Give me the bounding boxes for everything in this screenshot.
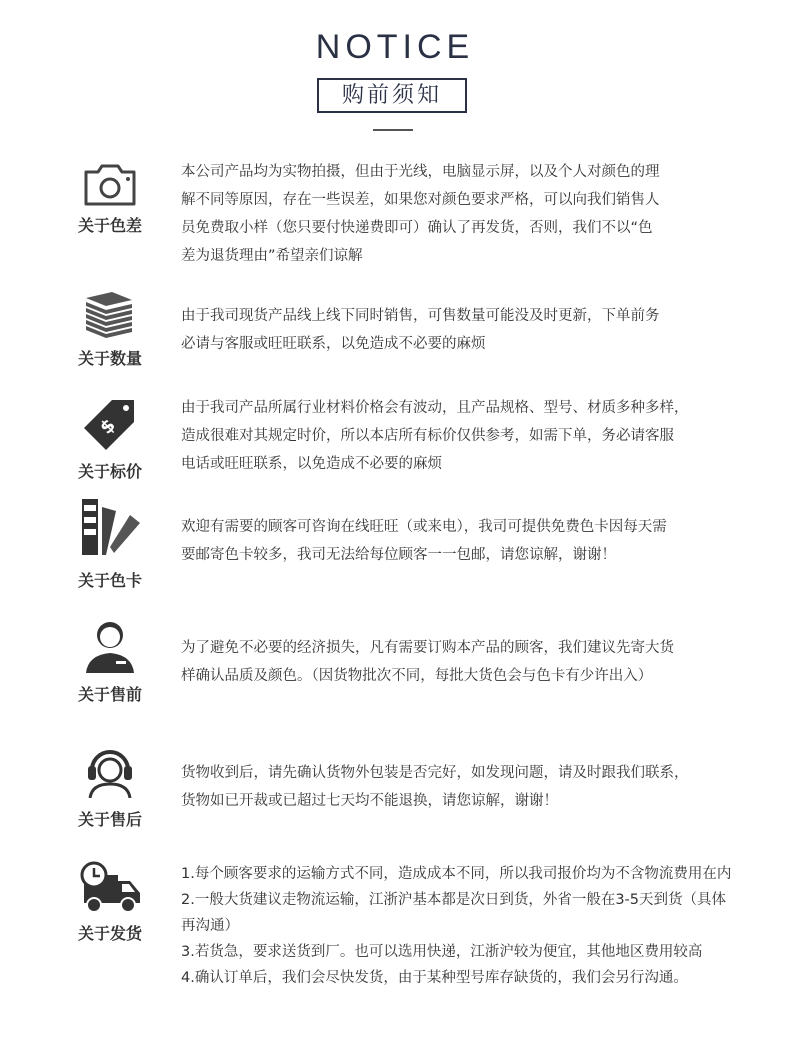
section-label: 关于数量: [77, 349, 142, 368]
page-title: NOTICE: [315, 28, 475, 66]
text-line: 要邮寄色卡较多，我司无法给每位顾客一一包邮，请您谅解，谢谢！: [181, 547, 616, 563]
color-swatch-icon: [80, 497, 142, 559]
text-line: 3.若货急，要求送货到厂。也可以选用快递，江浙沪较为便宜，其他地区费用较高: [181, 944, 703, 960]
text-line: 样确认品质及颜色。（因货物批次不同，每批大货色会与色卡有少许出入）: [181, 668, 653, 684]
divider: [373, 129, 413, 131]
price-tag-icon: [82, 396, 138, 452]
text-line: 由于我司产品所属行业材料价格会有波动，且产品规格、型号、材质多种多样，: [181, 400, 689, 416]
text-line: 货物如已开裁或已超过七天均不能退换，请您谅解，谢谢！: [181, 793, 558, 809]
text-line: 4.确认订单后，我们会尽快发货，由于某种型号库存缺货的，我们会另行沟通。: [181, 970, 688, 986]
text-line: 本公司产品均为实物拍摄，但由于光线，电脑显示屏，以及个人对颜色的理: [181, 164, 660, 180]
text-line: 必请与客服或旺旺联系，以免造成不必要的麻烦: [181, 336, 486, 352]
section-label: 关于色差: [77, 216, 142, 235]
text-line: 由于我司现货产品线上线下同时销售，可售数量可能没及时更新，下单前务: [181, 308, 660, 324]
text-line: 2.一般大货建议走物流运输，江浙沪基本都是次日到货，外省一般在3-5天到货（具体: [181, 892, 727, 908]
text-line: 1.每个顾客要求的运输方式不同，造成成本不同，所以我司报价均为不含物流费用在内: [181, 866, 732, 882]
salesperson-icon: [82, 617, 138, 673]
text-line: 货物收到后，请先确认货物外包装是否完好，如发现问题，请及时跟我们联系，: [181, 765, 689, 781]
text-line: 再沟通）: [181, 918, 239, 934]
text-line: 员免费取小样（您只要付快递费即可）确认了再发货，否则，我们不以“色: [181, 220, 653, 236]
svg-text:$: $: [96, 414, 120, 439]
text-line: 电话或旺旺联系，以免造成不必要的麻烦: [181, 456, 442, 472]
section-label: 关于色卡: [77, 571, 142, 590]
section-label: 关于售前: [77, 685, 142, 704]
paper-stack-icon: [84, 290, 134, 340]
section-label: 关于售后: [77, 810, 142, 829]
text-line: 解不同等原因，存在一些误差，如果您对颜色要求严格，可以向我们销售人: [181, 192, 660, 208]
camera-icon: [82, 162, 138, 208]
headset-icon: [82, 742, 138, 798]
section-label: 关于标价: [77, 462, 142, 481]
delivery-truck-icon: [80, 861, 142, 915]
section-label: 关于发货: [77, 924, 142, 943]
text-line: 为了避免不必要的经济损失，凡有需要订购本产品的顾客，我们建议先寄大货: [181, 640, 674, 656]
text-line: 欢迎有需要的顾客可咨询在线旺旺（或来电），我司可提供免费色卡因每天需: [181, 519, 667, 535]
text-line: 差为退货理由”希望亲们谅解: [181, 248, 363, 264]
text-line: 造成很难对其规定时价，所以本店所有标价仅供参考，如需下单，务必请客服: [181, 428, 674, 444]
page-subtitle: 购前须知: [317, 78, 467, 113]
